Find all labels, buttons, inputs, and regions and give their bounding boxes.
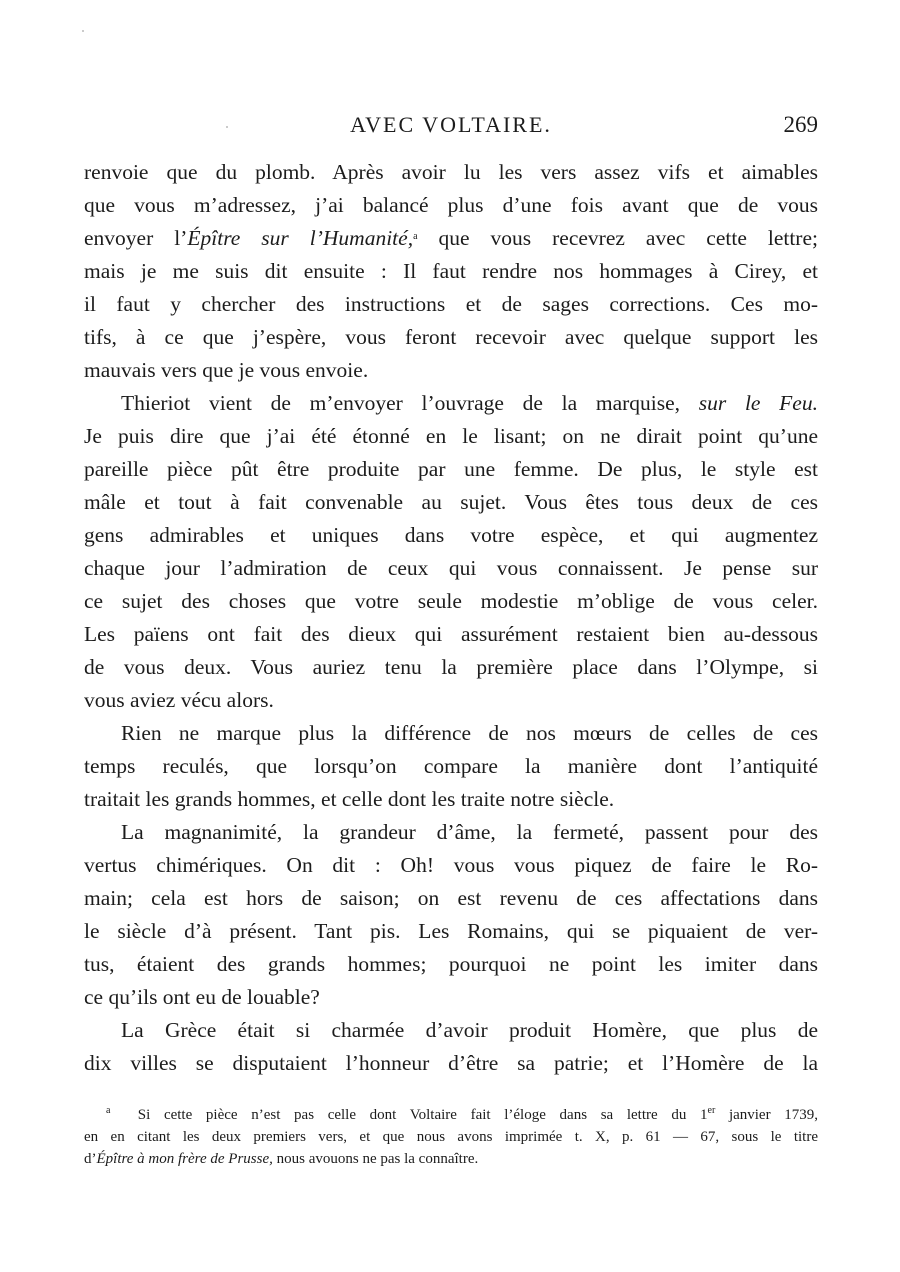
paragraph-5 — [84, 1014, 818, 1080]
text-line — [84, 387, 818, 420]
text-line: mais je me suis dit ensuite : Il faut rendre nos hommages à Cirey, et — [84, 259, 818, 283]
text-line: tus, étaient des grands hommes; pourquoi ne point les imiter dans — [84, 952, 818, 976]
work-title: Épître sur l’Humanité, — [187, 226, 414, 250]
paragraph-4 — [84, 816, 818, 1014]
text-line: Je puis dire que j’ai été étonné en le lisant; on ne dirait point qu’une — [84, 424, 818, 448]
text-line: main; cela est hors de saison; on est revenu de ces affectations dans — [84, 886, 818, 910]
text-run: d’ — [84, 1151, 97, 1167]
footnote-ref: a — [413, 231, 418, 242]
text-line: chaque jour l’admiration de ceux qui vous connaissent. Je pense sur — [84, 556, 818, 580]
text-line: le siècle d’à présent. Tant pis. Les Romains, qui se piquaient de ver- — [84, 919, 818, 943]
text-line: vertus chimériques. On dit : Oh! vous vous piquez de faire le Ro- — [84, 853, 818, 877]
text-line: traitait les grands hommes, et celle dont les traite notre siècle. — [84, 787, 615, 811]
text-run: Thieriot vient de m’envoyer l’ouvrage de la marquise, — [121, 391, 699, 415]
text-line: gens admirables et uniques dans votre espèce, et qui augmentez — [84, 523, 818, 547]
paragraph-1 — [84, 156, 818, 387]
text-line: La magnanimité, la grandeur d’âme, la fermeté, passent pour des — [121, 820, 818, 844]
page-number: 269 — [783, 112, 818, 137]
paragraph-3 — [84, 717, 818, 816]
text-line: de vous deux. Vous auriez tenu la première place dans l’Olympe, si — [84, 655, 818, 679]
running-head: AVEC VOLTAIRE. — [350, 112, 552, 137]
text-line: mâle et tout à fait convenable au sujet. Vous êtes tous deux de ces — [84, 490, 818, 514]
footnote-marker: a — [106, 1105, 111, 1116]
paragraph-2 — [84, 387, 818, 717]
footnote-line: en en citant les deux premiers vers, et que nous avons imprimée t. X, p. 61 — 67, sous le titre — [84, 1129, 818, 1145]
paper-speck — [82, 30, 84, 32]
text-line: dix villes se disputaient l’honneur d’être sa patrie; et l’Homère de la — [84, 1051, 818, 1075]
text-line: La Grèce était si charmée d’avoir produit Homère, que plus de — [121, 1018, 818, 1042]
text-line: vous aviez vécu alors. — [84, 688, 274, 712]
text-run: nous avouons ne pas la connaître. — [272, 1151, 479, 1167]
text-line: temps reculés, que lorsqu’on compare la manière dont l’antiquité — [84, 754, 818, 778]
text-run: janvier 1739, — [715, 1107, 818, 1123]
footnote-line — [84, 1148, 818, 1170]
text-line: il faut y chercher des instructions et de sages corrections. Ces mo- — [84, 292, 818, 316]
text-line: mauvais vers que je vous envoie. — [84, 358, 369, 382]
work-title: Épître à mon frère de Prusse, — [96, 1151, 273, 1167]
body-text — [84, 156, 818, 1080]
text-line: tifs, à ce que j’espère, vous feront recevoir avec quelque support les — [84, 325, 818, 349]
text-line: renvoie que du plomb. Après avoir lu les vers assez vifs et aimables — [84, 160, 818, 184]
text-line: ce sujet des choses que votre seule modestie m’oblige de vous celer. — [84, 589, 818, 613]
work-title: sur le Feu. — [698, 391, 818, 415]
text-line: Les païens ont fait des dieux qui assurément restaient bien au-dessous — [84, 622, 818, 646]
text-run: Si cette pièce n’est pas celle dont Voltaire fait l’éloge dans sa lettre du 1 — [137, 1107, 708, 1123]
text-line: pareille pièce pût être produite par une femme. De plus, le style est — [84, 457, 818, 481]
page-header — [84, 112, 818, 146]
text-line: ce qu’ils ont eu de louable? — [84, 985, 320, 1009]
footnote-line — [84, 1104, 818, 1126]
text-run: envoyer l’ — [84, 226, 188, 250]
text-line — [84, 222, 818, 255]
ordinal-suffix: er — [707, 1105, 716, 1116]
text-line: Rien ne marque plus la différence de nos mœurs de celles de ces — [121, 721, 818, 745]
text-line: que vous m’adressez, j’ai balancé plus d’une fois avant que de vous — [84, 193, 818, 217]
text-run: que vous recevrez avec cette lettre; — [417, 226, 818, 250]
footnote — [84, 1104, 818, 1170]
